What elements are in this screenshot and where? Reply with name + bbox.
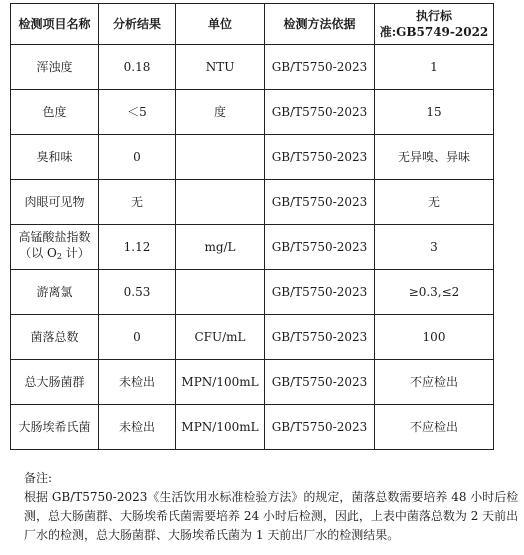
cell-method: GB/T5750-2023	[265, 45, 375, 90]
water-quality-table	[10, 3, 494, 450]
cell-unit	[176, 180, 265, 225]
cell-item: 游离氯	[11, 270, 99, 315]
cell-limit: 3	[375, 225, 494, 270]
notes-title: 备注:	[24, 471, 53, 485]
table-row	[11, 360, 494, 405]
notes-section	[24, 469, 520, 545]
cell-item: 臭和味	[11, 135, 99, 180]
table-row	[11, 270, 494, 315]
cell-limit: 无	[375, 180, 494, 225]
cell-limit: 无异嗅、异味	[375, 135, 494, 180]
cell-limit: 15	[375, 90, 494, 135]
header-limit-line1: 执行标	[415, 9, 452, 23]
cell-method: GB/T5750-2023	[265, 270, 375, 315]
cell-method: GB/T5750-2023	[265, 315, 375, 360]
table-row	[11, 225, 494, 270]
table-header-row	[11, 4, 494, 45]
cell-result: 0	[99, 315, 176, 360]
cell-unit: CFU/mL	[176, 315, 265, 360]
cell-item: 色度	[11, 90, 99, 135]
cell-limit: 不应检出	[375, 360, 494, 405]
cell-unit: 度	[176, 90, 265, 135]
cell-item-subscript: 2	[56, 252, 62, 261]
cell-method: GB/T5750-2023	[265, 405, 375, 450]
cell-item-line1: 高锰酸盐指数	[18, 230, 91, 244]
cell-limit: 100	[375, 315, 494, 360]
cell-unit: NTU	[176, 45, 265, 90]
cell-item: 菌落总数	[11, 315, 99, 360]
header-limit	[375, 4, 494, 45]
notes-body: 根据 GB/T5750-2023《生活饮用水标准检验方法》的规定，菌落总数需要培养 48 小时后检测，总大肠菌群、大肠埃希氏菌需要培养 24 小时后检测，因此，上表中菌落总数为 2 天前出厂水的检测，总大肠菌群、大肠埃希氏菌为 1 天前出厂水的检测结果。	[24, 490, 519, 542]
cell-unit	[176, 270, 265, 315]
cell-result: ＜5	[99, 90, 176, 135]
cell-item-line2-pre: （以 O	[19, 246, 57, 260]
table-row	[11, 180, 494, 225]
cell-result: 未检出	[99, 405, 176, 450]
cell-item-line2	[19, 246, 90, 260]
cell-method: GB/T5750-2023	[265, 90, 375, 135]
cell-method: GB/T5750-2023	[265, 135, 375, 180]
cell-result: 无	[99, 180, 176, 225]
cell-item: 浑浊度	[11, 45, 99, 90]
header-limit-line2: 准:GB5749-2022	[379, 25, 489, 39]
cell-method: GB/T5750-2023	[265, 180, 375, 225]
cell-result: 0.18	[99, 45, 176, 90]
table-row	[11, 135, 494, 180]
cell-unit: MPN/100mL	[176, 360, 265, 405]
cell-item: 总大肠菌群	[11, 360, 99, 405]
cell-result: 0.53	[99, 270, 176, 315]
cell-method: GB/T5750-2023	[265, 360, 375, 405]
cell-unit: MPN/100mL	[176, 405, 265, 450]
cell-limit: 1	[375, 45, 494, 90]
cell-limit: ≥0.3,≤2	[375, 270, 494, 315]
cell-result: 未检出	[99, 360, 176, 405]
header-item: 检测项目名称	[11, 4, 99, 45]
header-result: 分析结果	[99, 4, 176, 45]
table-row	[11, 90, 494, 135]
cell-unit: mg/L	[176, 225, 265, 270]
cell-result: 1.12	[99, 225, 176, 270]
header-unit: 单位	[176, 4, 265, 45]
cell-unit	[176, 135, 265, 180]
cell-item	[11, 225, 99, 270]
cell-item: 肉眼可见物	[11, 180, 99, 225]
table-row	[11, 405, 494, 450]
cell-method: GB/T5750-2023	[265, 225, 375, 270]
cell-item: 大肠埃希氏菌	[11, 405, 99, 450]
cell-result: 0	[99, 135, 176, 180]
table-row	[11, 315, 494, 360]
cell-item-line2-post: 计）	[61, 246, 90, 260]
cell-limit: 不应检出	[375, 405, 494, 450]
table-row	[11, 45, 494, 90]
header-method: 检测方法依据	[265, 4, 375, 45]
